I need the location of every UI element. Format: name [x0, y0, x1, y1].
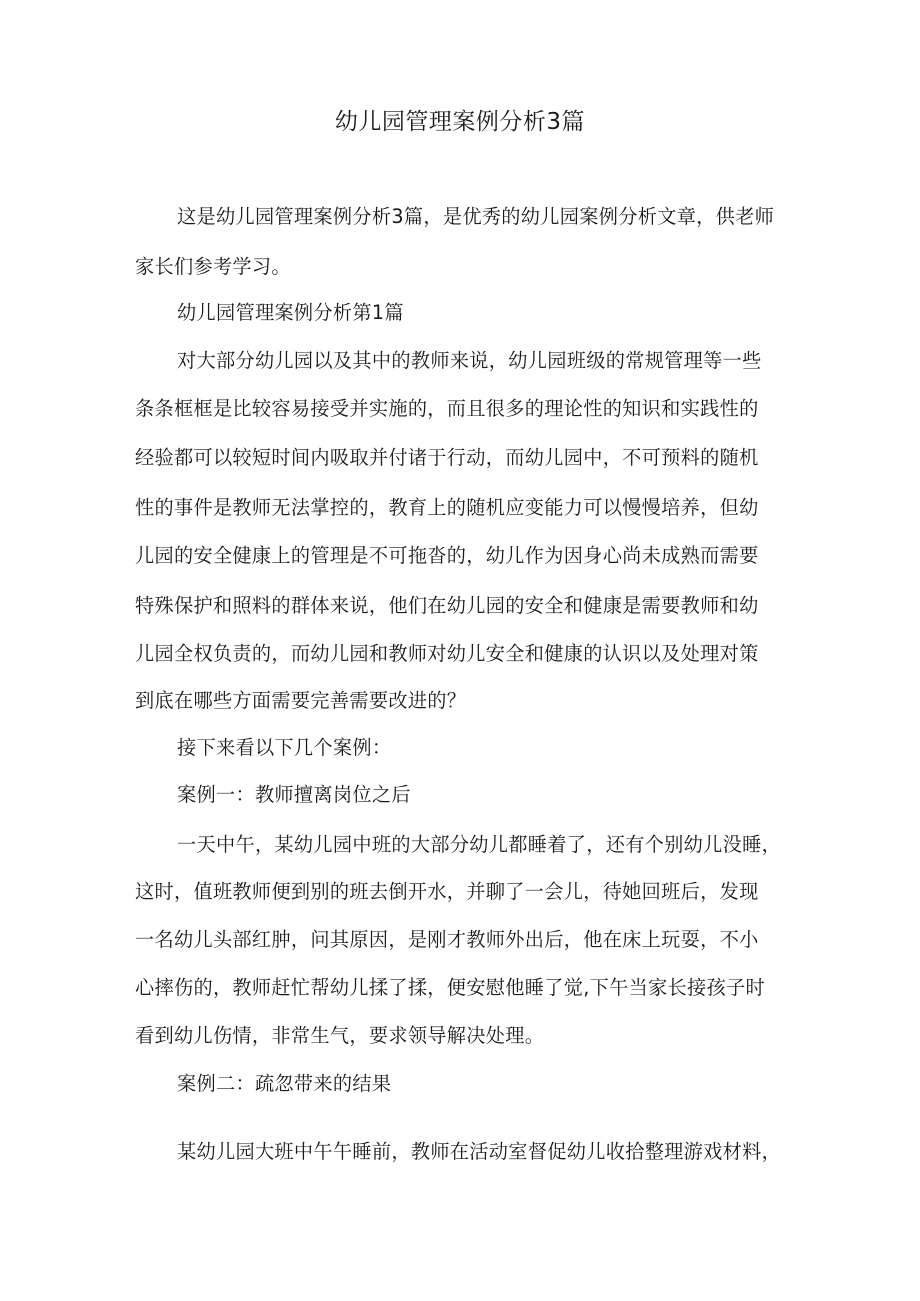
intro-line-1: 这是幼儿园管理案例分析3篇，是优秀的幼儿园案例分析文章，供老师	[177, 205, 775, 228]
case1-line-4: 心摔伤的，教师赶忙帮幼儿揉了揉，便安慰他睡了觉,下午当家长接孩子时	[135, 976, 765, 999]
section1-heading: 幼儿园管理案例分析第1篇	[177, 301, 404, 324]
para1-line-1: 对大部分幼儿园以及其中的教师来说，幼儿园班级的常规管理等一些	[177, 349, 762, 372]
case1-heading: 案例一：教师擅离岗位之后	[177, 783, 411, 806]
lead-in-line: 接下来看以下几个案例：	[177, 736, 392, 759]
para1-line-8: 到底在哪些方面需要完善需要改进的？	[135, 689, 467, 712]
para1-line-3: 经验都可以较短时间内吸取并付诸于行动，而幼儿园中，不可预料的随机	[135, 446, 759, 469]
intro-line-2: 家长们参考学习。	[135, 255, 291, 278]
case1-line-1: 一天中午，某幼儿园中班的大部分幼儿都睡着了，还有个别幼儿没睡，	[177, 833, 782, 856]
para1-line-7: 儿园全权负责的，而幼儿园和教师对幼儿安全和健康的认识以及处理对策	[135, 642, 759, 665]
case2-line-1: 某幼儿园大班中午午睡前，教师在活动室督促幼儿收拾整理游戏材料，	[177, 1140, 782, 1163]
case1-line-3: 一名幼儿头部红肿，问其原因，是刚才教师外出后，他在床上玩耍，不小	[135, 928, 759, 951]
para1-line-2: 条条框框是比较容易接受并实施的，而且很多的理论性的知识和实践性的	[135, 397, 759, 420]
para1-line-4: 性的事件是教师无法掌控的，教育上的随机应变能力可以慢慢培养，但幼	[135, 496, 759, 519]
para1-line-5: 儿园的安全健康上的管理是不可拖沓的，幼儿作为因身心尚未成熟而需要	[135, 544, 759, 567]
para1-line-6: 特殊保护和照料的群体来说，他们在幼儿园的安全和健康是需要教师和幼	[135, 594, 759, 617]
case1-line-5: 看到幼儿伤情，非常生气，要求领导解决处理。	[135, 1024, 545, 1047]
document-title: 幼儿园管理案例分析3篇	[334, 109, 586, 135]
case1-line-2: 这时，值班教师便到别的班去倒开水，并聊了一会儿，待她回班后，发现	[135, 880, 759, 903]
case2-heading: 案例二：疏忽带来的结果	[177, 1072, 392, 1095]
